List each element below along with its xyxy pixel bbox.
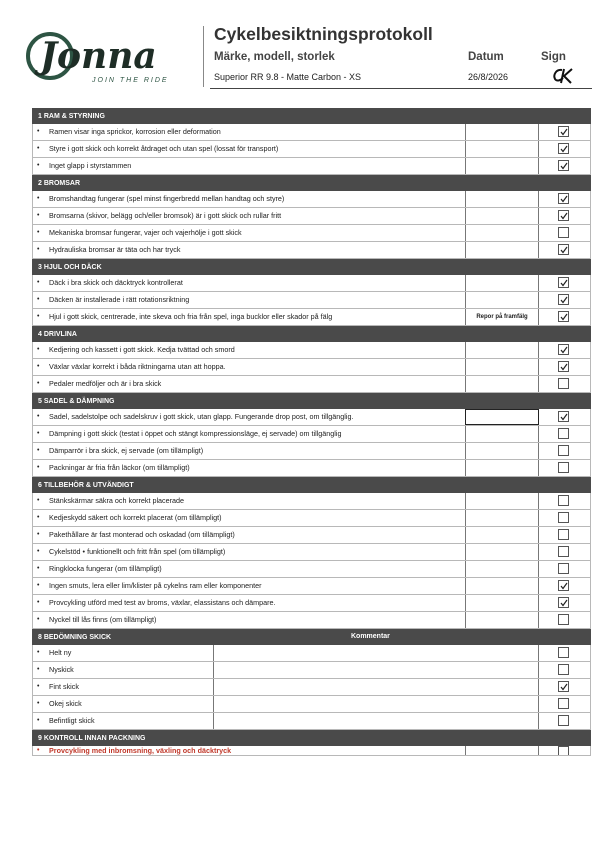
checklist-row <box>32 544 591 561</box>
comment-field[interactable] <box>465 460 539 476</box>
checkbox[interactable] <box>558 277 569 288</box>
checkbox[interactable] <box>558 445 569 456</box>
item-text: Ramen visar inga sprickor, korrosion eller deformation <box>49 127 221 136</box>
checklist-row <box>32 342 591 359</box>
checklist-row <box>32 746 591 756</box>
checkbox[interactable] <box>558 160 569 171</box>
item-text: Växlar växlar korrekt i båda riktningarna utan att hoppa. <box>49 362 226 371</box>
brand-tagline: JOIN THE RIDE <box>92 77 169 84</box>
bullet: • <box>37 296 40 303</box>
item-text: Hydrauliska bromsar är täta och har tryck <box>49 245 181 254</box>
section-title: 3 HJUL OCH DÄCK <box>38 263 102 271</box>
comment-field[interactable] <box>465 578 539 594</box>
brand-logo <box>26 26 192 86</box>
item-text: Inget glapp i styrstammen <box>49 161 132 170</box>
item-text: Provcykling utförd med test av broms, växlar, elassistans och dämpare. <box>49 598 276 607</box>
checklist-row <box>32 612 591 629</box>
comment-field[interactable] <box>465 595 539 611</box>
bullet: • <box>37 700 40 707</box>
comment-field[interactable] <box>465 191 539 207</box>
section-header <box>32 393 591 409</box>
section-title: 8 BEDÖMNING SKICK <box>38 633 112 641</box>
item-text: Styre i gott skick och korrekt åtdraget och utan spel (lossat för transport) <box>49 144 279 153</box>
section-header <box>32 629 591 645</box>
checklist-row <box>32 292 591 309</box>
item-text: Sadel, sadelstolpe och sadelskruv i gott skick, utan glapp. Fungerande drop post, om tillgänglig. <box>49 412 354 421</box>
comment-field[interactable] <box>465 124 539 140</box>
item-text: Bromsarna (skivor, belägg och/eller bromsok) är i gott skick och rullar fritt <box>49 211 282 220</box>
comment-field[interactable] <box>465 443 539 459</box>
checkbox[interactable] <box>558 344 569 355</box>
section-header <box>32 477 591 493</box>
item-text: Kedjeskydd säkert och korrekt placerat (om tillämpligt) <box>49 513 222 522</box>
bullet: • <box>37 430 40 437</box>
checklist-row <box>32 409 591 426</box>
checklist-row <box>32 595 591 612</box>
bullet: • <box>37 363 40 370</box>
bullet: • <box>37 346 40 353</box>
checklist-row <box>32 662 591 679</box>
checkbox[interactable] <box>558 681 569 692</box>
checkbox[interactable] <box>558 563 569 574</box>
bullet: • <box>37 313 40 320</box>
page-title: Cykelbesiktningsprotokoll <box>214 24 433 44</box>
item-text: Ingen smuts, lera eller lim/klister på cykelns ram eller komponenter <box>49 581 262 590</box>
item-text: Okej skick <box>49 699 82 708</box>
bullet: • <box>37 380 40 387</box>
comment-field[interactable] <box>213 713 539 729</box>
bullet: • <box>37 413 40 420</box>
checklist-row <box>32 225 591 242</box>
date-value: 26/8/2026 <box>468 72 509 82</box>
checklist-row <box>32 713 591 730</box>
bullet: • <box>37 464 40 471</box>
bullet: • <box>37 212 40 219</box>
bullet: • <box>37 599 40 606</box>
comment-field[interactable] <box>465 141 539 157</box>
checklist-table <box>32 108 591 756</box>
bullet: • <box>37 514 40 521</box>
item-text: Fint skick <box>49 682 79 691</box>
item-text: Helt ny <box>49 648 72 657</box>
brand-name: Jonna <box>40 35 157 77</box>
checkbox[interactable] <box>558 462 569 473</box>
bullet: • <box>37 531 40 538</box>
item-text: Provcykling med inbromsning, växling och däcktryck <box>49 746 232 755</box>
item-text: Bromshandtag fungerar (spel minst fingerbredd mellan handtag och styre) <box>49 194 285 203</box>
checkbox[interactable] <box>558 546 569 557</box>
checklist-row <box>32 527 591 544</box>
bullet: • <box>37 548 40 555</box>
item-text: Cykelstöd • funktionellt och fritt från spel (om tillämpligt) <box>49 547 226 556</box>
checklist-row <box>32 460 591 477</box>
bullet: • <box>37 616 40 623</box>
bullet: • <box>37 747 40 754</box>
section-header <box>32 730 591 746</box>
bullet: • <box>37 497 40 504</box>
checklist-row <box>32 124 591 141</box>
bullet: • <box>37 683 40 690</box>
model-value: Superior RR 9.8 - Matte Carbon - XS <box>214 72 362 82</box>
checkbox[interactable] <box>558 580 569 591</box>
checklist-row <box>32 208 591 225</box>
bullet: • <box>37 565 40 572</box>
comment-field[interactable] <box>213 662 539 678</box>
checkbox[interactable] <box>558 597 569 608</box>
bullet: • <box>37 162 40 169</box>
checklist-row <box>32 242 591 259</box>
checkbox[interactable] <box>558 529 569 540</box>
item-text: Nyckel till lås finns (om tillämpligt) <box>49 615 157 624</box>
checkbox[interactable] <box>558 698 569 709</box>
bullet: • <box>37 666 40 673</box>
checklist-row <box>32 493 591 510</box>
checkbox[interactable] <box>558 311 569 322</box>
sign-label: Sign <box>541 51 566 63</box>
item-text: Befintligt skick <box>49 716 95 725</box>
item-text: Pedaler medföljer och är i bra skick <box>49 379 162 388</box>
item-text: Dämparrör i bra skick, ej servade (om tillämpligt) <box>49 446 204 455</box>
checkbox[interactable] <box>558 126 569 137</box>
comment-field[interactable] <box>465 242 539 258</box>
comment-field[interactable] <box>213 645 539 661</box>
checklist-row <box>32 359 591 376</box>
bullet: • <box>37 717 40 724</box>
checklist-row <box>32 443 591 460</box>
item-text: Pakethållare är fast monterad och oskadad (om tillämpligt) <box>49 530 235 539</box>
checklist-row <box>32 645 591 662</box>
comment-field[interactable] <box>465 746 539 755</box>
comment-field[interactable] <box>465 493 539 509</box>
section-header <box>32 108 591 124</box>
item-text: Kedjering och kassett i gott skick. Kedja tvättad och smord <box>49 345 235 354</box>
section-title: 9 KONTROLL INNAN PACKNING <box>38 734 146 742</box>
comment-field[interactable] <box>213 679 539 695</box>
comment-field[interactable] <box>465 292 539 308</box>
checkbox[interactable] <box>558 647 569 658</box>
section-header <box>32 175 591 191</box>
comment-field[interactable] <box>465 426 539 442</box>
checklist-row <box>32 696 591 713</box>
checkbox[interactable] <box>558 378 569 389</box>
checklist-row <box>32 679 591 696</box>
bullet: • <box>37 279 40 286</box>
signature <box>552 67 576 85</box>
item-text: Däcken är installerade i rätt rotationsriktning <box>49 295 190 304</box>
bullet: • <box>37 246 40 253</box>
bullet: • <box>37 229 40 236</box>
comment-field[interactable] <box>465 544 539 560</box>
checklist-row <box>32 309 591 326</box>
section-title: 5 SADEL & DÄMPNING <box>38 397 115 405</box>
comment-field[interactable] <box>465 225 539 241</box>
checklist-row <box>32 275 591 292</box>
date-label: Datum <box>468 51 504 63</box>
bullet: • <box>37 195 40 202</box>
section-title: 1 RAM & STYRNING <box>38 112 105 120</box>
header-divider <box>203 26 204 87</box>
bullet: • <box>37 128 40 135</box>
comment-field[interactable] <box>213 696 539 712</box>
comment-field[interactable] <box>465 376 539 392</box>
comment-field[interactable] <box>465 342 539 358</box>
checkbox[interactable] <box>558 411 569 422</box>
section-title: 4 DRIVLINA <box>38 330 77 338</box>
bullet: • <box>37 447 40 454</box>
comment-field[interactable] <box>465 527 539 543</box>
comment-field[interactable] <box>465 359 539 375</box>
checkbox[interactable] <box>558 715 569 726</box>
bullet: • <box>37 145 40 152</box>
checkbox[interactable] <box>558 495 569 506</box>
comment-field[interactable] <box>465 612 539 628</box>
checklist-row <box>32 376 591 393</box>
item-text: Mekaniska bromsar fungerar, vajer och vajerhölje i gott skick <box>49 228 242 237</box>
comment-field[interactable] <box>465 409 539 425</box>
header-rule <box>210 88 592 89</box>
checklist-row <box>32 426 591 443</box>
item-text: Hjul i gott skick, centrerade, inte skeva och fria från spel, inga bucklor eller skador på fälg <box>49 312 333 321</box>
comment-field[interactable] <box>465 510 539 526</box>
model-label: Märke, modell, storlek <box>214 51 335 63</box>
checkbox[interactable] <box>558 143 569 154</box>
checkbox[interactable] <box>558 746 569 755</box>
item-text: Nyskick <box>49 665 74 674</box>
comment-field[interactable] <box>465 561 539 577</box>
item-text: Stänkskärmar säkra och korrekt placerade <box>49 496 185 505</box>
checklist-row <box>32 158 591 175</box>
checkbox[interactable] <box>558 294 569 305</box>
checkbox[interactable] <box>558 361 569 372</box>
comment-field[interactable] <box>465 158 539 174</box>
checkbox[interactable] <box>558 244 569 255</box>
checkbox[interactable] <box>558 614 569 625</box>
checklist-row <box>32 141 591 158</box>
checkbox[interactable] <box>558 428 569 439</box>
item-text: Ringklocka fungerar (om tillämpligt) <box>49 564 162 573</box>
comment-field[interactable] <box>465 208 539 224</box>
bullet: • <box>37 649 40 656</box>
item-text: Packningar är fria från läckor (om tillämpligt) <box>49 463 190 472</box>
checklist-row <box>32 510 591 527</box>
section-header <box>32 326 591 342</box>
comment-field[interactable]: Repor på framfälg <box>465 309 539 325</box>
checkbox[interactable] <box>558 210 569 221</box>
checklist-row <box>32 191 591 208</box>
checklist-row <box>32 561 591 578</box>
section-header <box>32 259 591 275</box>
section-title: 2 BROMSAR <box>38 179 81 187</box>
comment-column-header: Kommentar <box>351 633 390 640</box>
checklist-row <box>32 578 591 595</box>
checkbox[interactable] <box>558 193 569 204</box>
section-title: 6 TILLBEHÖR & UTVÄNDIGT <box>38 481 134 489</box>
item-text: Dämpning i gott skick (testat i öppet och stängt kompressionsläge, ej servade) om tillgänglig <box>49 429 342 438</box>
checkbox[interactable] <box>558 227 569 238</box>
checkbox[interactable] <box>558 512 569 523</box>
item-text: Däck i bra skick och däcktryck kontrollerat <box>49 278 183 287</box>
bullet: • <box>37 582 40 589</box>
checkbox[interactable] <box>558 664 569 675</box>
comment-field[interactable] <box>465 275 539 291</box>
